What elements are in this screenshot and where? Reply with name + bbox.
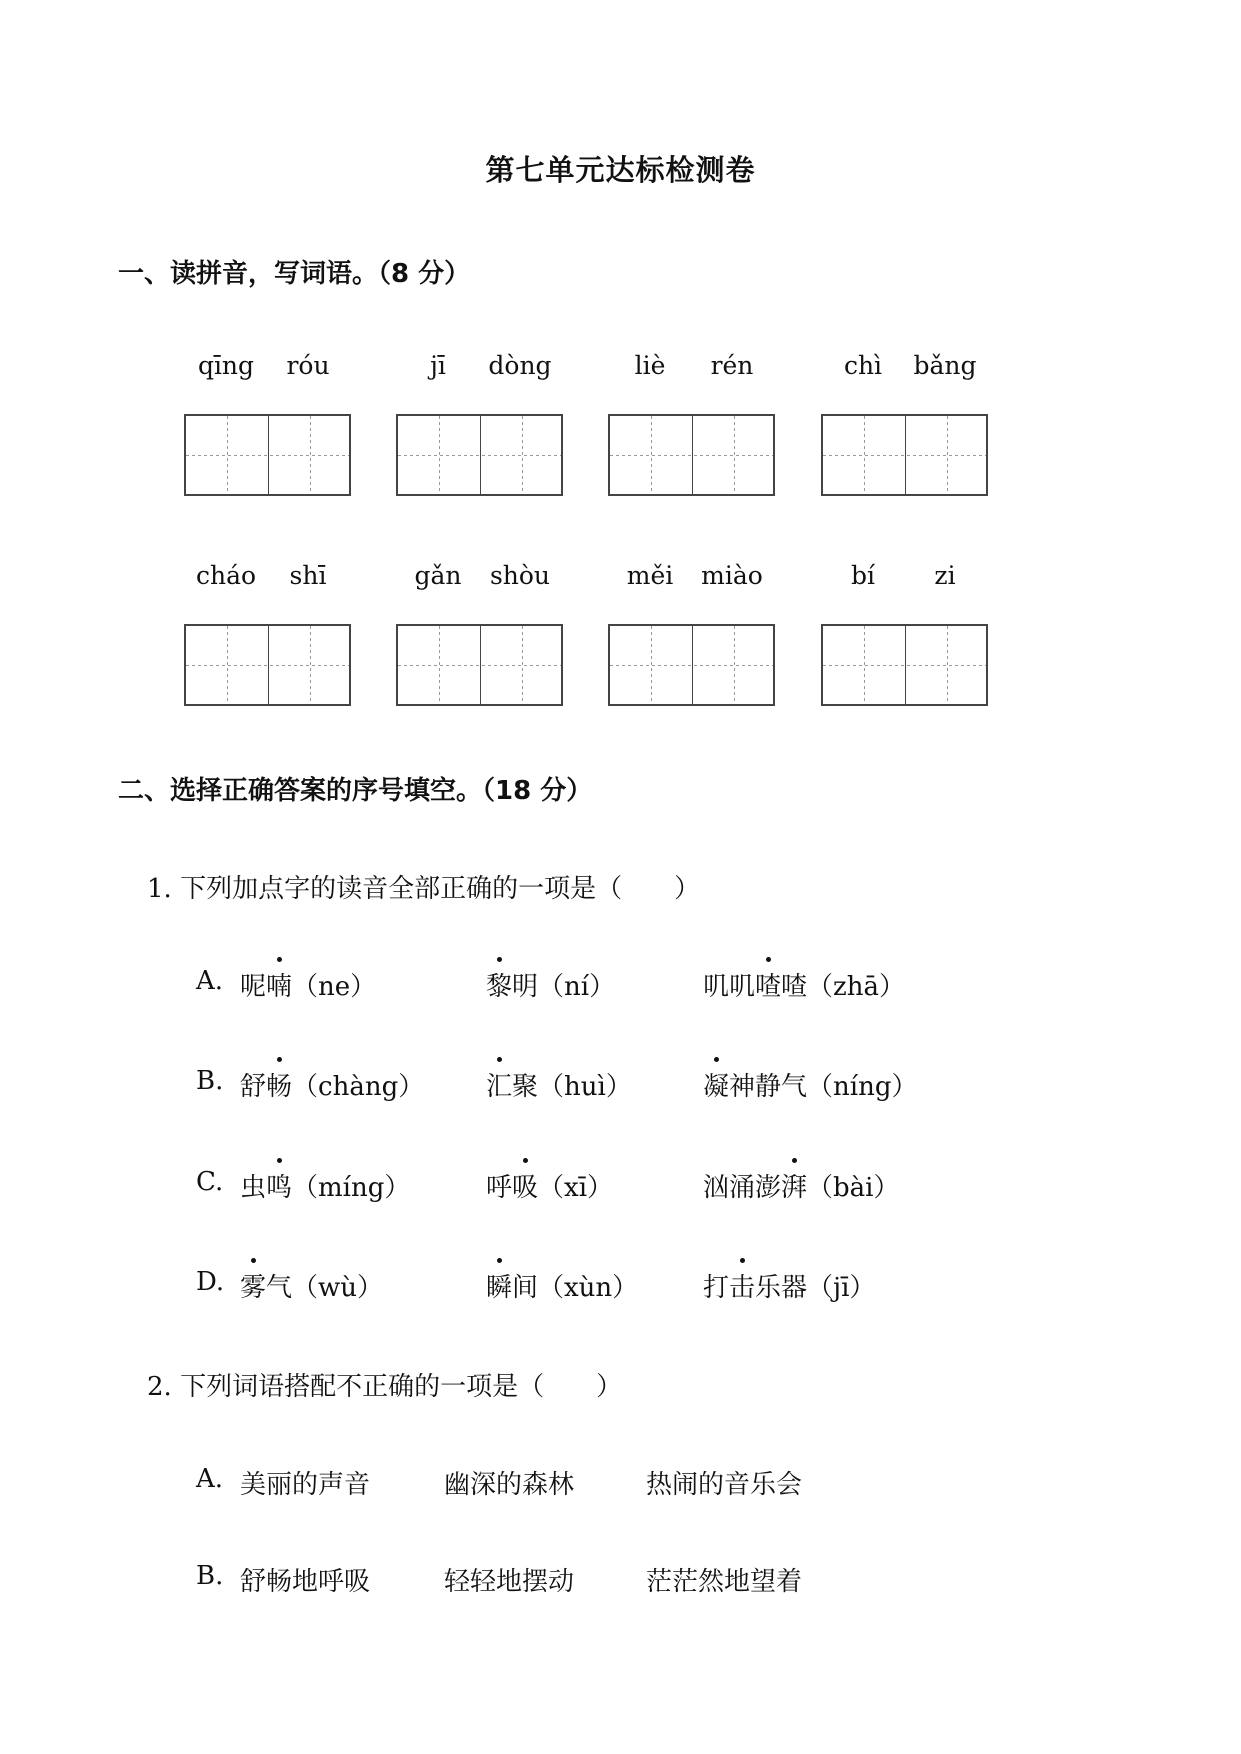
option-phrase: 轻轻地摆动 <box>444 1567 575 1597</box>
writing-grid[interactable] <box>821 624 988 706</box>
word-prefix: 打 <box>703 1273 730 1303</box>
word-suffix: 神静气（níng） <box>729 1072 918 1102</box>
pinyin-syllable: bǎng <box>913 351 977 380</box>
option-letter: C. <box>196 1167 224 1197</box>
dotted-character: 畅 <box>266 1066 292 1103</box>
question-2-stem: 2. 下列词语搭配不正确的一项是（ ） <box>147 1372 623 1402</box>
option-word <box>703 1267 875 1304</box>
option-phrase: 美丽的声音 <box>240 1470 371 1500</box>
page-title: 第七单元达标检测卷 <box>485 153 756 187</box>
section-2-heading: 二、选择正确答案的序号填空。（18 分） <box>118 776 593 806</box>
pinyin-syllable: gǎn <box>414 561 462 590</box>
option-letter: A. <box>196 966 224 996</box>
pinyin-syllable: liè <box>634 351 666 380</box>
pinyin-syllable: róu <box>286 351 330 380</box>
option-word <box>486 966 615 1003</box>
option-word <box>703 1066 917 1103</box>
pinyin-syllable: rén <box>710 351 754 380</box>
writing-grid[interactable] <box>608 414 775 496</box>
option-phrase: 热闹的音乐会 <box>646 1470 803 1500</box>
word-suffix: （xī） <box>538 1173 614 1203</box>
option-word <box>240 1066 424 1103</box>
dotted-character: 击 <box>729 1267 755 1304</box>
pinyin-syllable: qīng <box>197 351 255 380</box>
dotted-character: 湃 <box>781 1167 807 1204</box>
word-suffix: 聚（huì） <box>512 1072 632 1102</box>
word-suffix: 明（ní） <box>512 972 616 1002</box>
word-suffix: 气（wù） <box>266 1273 384 1303</box>
word-prefix: 汹涌澎 <box>703 1173 782 1203</box>
pinyin-syllable: měi <box>626 561 674 590</box>
pinyin-syllable: dòng <box>488 351 552 380</box>
option-word <box>486 1167 613 1204</box>
word-suffix: （ne） <box>292 972 377 1002</box>
writing-grid[interactable] <box>184 624 351 706</box>
dotted-character: 雾 <box>240 1267 266 1304</box>
dotted-character: 吸 <box>512 1167 538 1204</box>
dotted-character: 黎 <box>486 966 512 1003</box>
option-letter: A. <box>196 1464 224 1494</box>
pinyin-syllable: jī <box>430 351 446 380</box>
word-prefix: 叽叽 <box>703 972 756 1002</box>
dotted-character: 瞬 <box>486 1267 512 1304</box>
option-word <box>240 1167 410 1204</box>
option-letter: D. <box>196 1267 225 1297</box>
word-suffix: （chàng） <box>292 1072 425 1102</box>
word-prefix: 呢 <box>240 972 267 1002</box>
option-word <box>240 966 376 1003</box>
dotted-character: 喳 <box>755 966 781 1003</box>
question-1-stem: 1. 下列加点字的读音全部正确的一项是（ ） <box>147 874 701 904</box>
dotted-character: 凝 <box>703 1066 729 1103</box>
word-suffix: 乐器（jī） <box>755 1273 876 1303</box>
pinyin-syllable: miào <box>701 561 763 590</box>
word-prefix: 舒 <box>240 1072 267 1102</box>
pinyin-syllable: cháo <box>195 561 257 590</box>
word-prefix: 呼 <box>486 1173 513 1203</box>
dotted-character: 鸣 <box>266 1167 292 1204</box>
option-letter: B. <box>196 1066 224 1096</box>
dotted-character: 汇 <box>486 1066 512 1103</box>
option-letter: B. <box>196 1561 224 1591</box>
dotted-character: 喃 <box>266 966 292 1003</box>
pinyin-syllable: chì <box>843 351 883 380</box>
pinyin-syllable: shòu <box>489 561 551 590</box>
word-prefix: 虫 <box>240 1173 267 1203</box>
word-suffix: 间（xùn） <box>512 1273 639 1303</box>
writing-grid[interactable] <box>608 624 775 706</box>
word-suffix: （míng） <box>292 1173 411 1203</box>
option-word <box>703 966 905 1003</box>
writing-grid[interactable] <box>184 414 351 496</box>
option-word <box>486 1267 638 1304</box>
option-word <box>240 1267 383 1304</box>
word-suffix: 喳（zhā） <box>781 972 905 1002</box>
option-phrase: 幽深的森林 <box>444 1470 575 1500</box>
pinyin-syllable: zi <box>934 561 956 590</box>
writing-grid[interactable] <box>396 624 563 706</box>
pinyin-syllable: bí <box>851 561 875 590</box>
writing-grid[interactable] <box>821 414 988 496</box>
option-word <box>486 1066 632 1103</box>
word-suffix: （bài） <box>807 1173 900 1203</box>
option-word <box>703 1167 900 1204</box>
pinyin-syllable: shī <box>289 561 327 590</box>
section-1-heading: 一、读拼音，写词语。（8 分） <box>118 259 471 289</box>
option-phrase: 舒畅地呼吸 <box>240 1567 371 1597</box>
option-phrase: 茫茫然地望着 <box>646 1567 803 1597</box>
writing-grid[interactable] <box>396 414 563 496</box>
